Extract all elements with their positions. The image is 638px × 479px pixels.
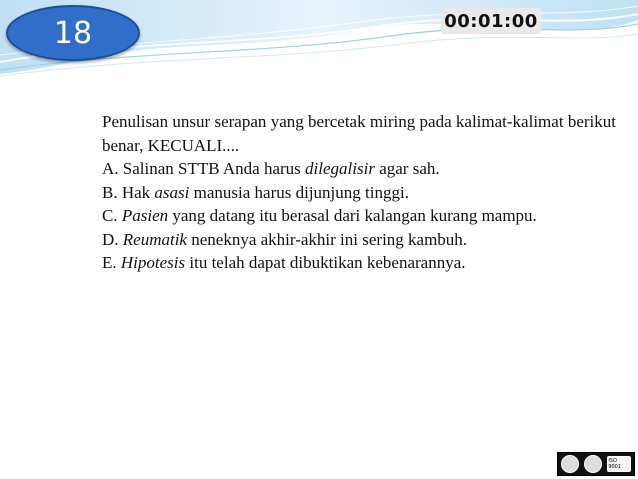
timer-value: 00:01:00 [444, 10, 538, 32]
option-text-pre: Salinan STTB Anda harus [122, 159, 306, 178]
question-stem: Penulisan unsur serapan yang bercetak miring pada kalimat-kalimat berikut benar, KECUALI.... [102, 112, 616, 155]
option-b[interactable] [102, 181, 616, 205]
countdown-timer [441, 8, 541, 34]
option-text-post: manusia harus dijunjung tinggi. [189, 182, 409, 202]
option-text-post: neneknya akhir-akhir ini sering kambuh. [186, 229, 468, 249]
option-letter: A. [102, 159, 119, 178]
option-italic-word: Pasien [121, 206, 169, 225]
option-d[interactable] [102, 228, 616, 252]
question-number-badge [6, 5, 140, 61]
option-letter: D. [102, 229, 119, 249]
footer-logos [557, 452, 635, 476]
option-text-post: itu telah dapat dibuktikan kebenarannya. [185, 253, 466, 272]
iso-logo-icon [607, 456, 631, 472]
option-text-pre: Hak [121, 182, 155, 202]
option-letter: B. [102, 182, 118, 202]
option-text-post: yang datang itu berasal dari kalangan kurang mampu. [168, 206, 537, 225]
option-italic-word: asasi [154, 182, 190, 202]
person-logo-icon [584, 455, 602, 473]
option-c[interactable] [102, 204, 616, 228]
option-text-post: agar sah. [374, 159, 440, 178]
cc-logo-icon [561, 455, 579, 473]
question-number: 18 [53, 15, 93, 51]
option-italic-word: dilegalisir [305, 159, 375, 178]
option-italic-word: Reumatik [122, 229, 187, 249]
option-e[interactable] [102, 251, 616, 275]
option-a[interactable] [102, 157, 616, 181]
option-letter: C. [102, 206, 118, 225]
option-italic-word: Hipotesis [120, 253, 186, 272]
option-letter: E. [102, 253, 117, 272]
question-block [102, 110, 616, 275]
iso-label: ISO 9001 [608, 458, 622, 470]
